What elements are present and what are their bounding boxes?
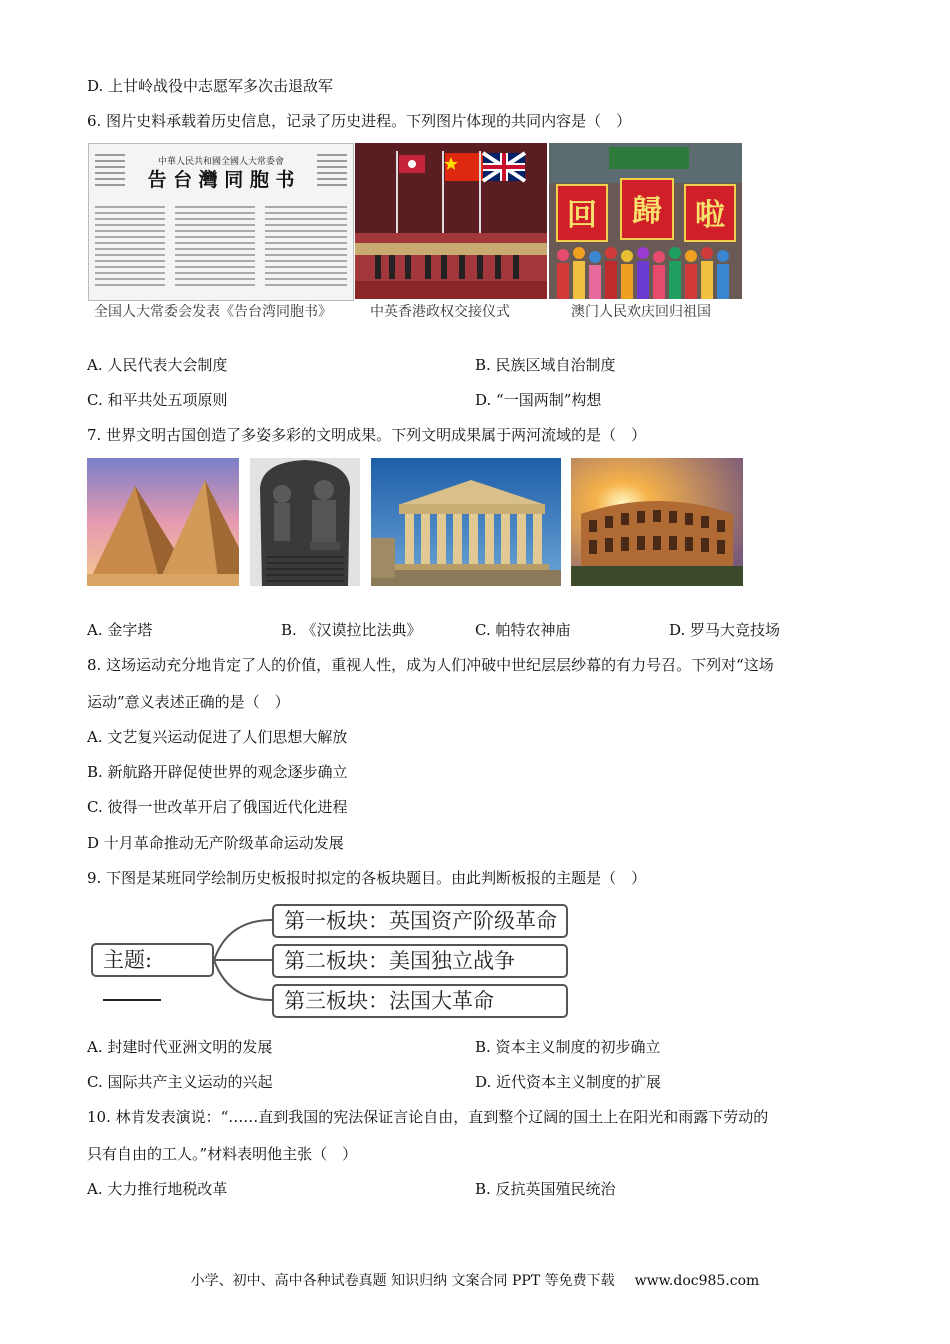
banner-character-2: 歸 [632, 194, 662, 229]
q8-option-a[interactable]: A. 文艺复兴运动促进了人们思想大解放 [87, 728, 348, 746]
page-footer [0, 1270, 950, 1290]
q6-caption-2: 中英香港政权交接仪式 [370, 304, 510, 320]
q6-caption-3: 澳门人民欢庆回归祖国 [571, 304, 711, 320]
q7-option-d[interactable]: D. 罗马大竞技场 [669, 621, 781, 639]
q10-stem-line-1: 10. 林肯发表演说：“……直到我国的宪法保证言论自由，直到整个辽阔的国土上在阳光和雨露下劳动的 [87, 1108, 769, 1126]
q8-stem-line-1: 8. 这场运动充分地肯定了人的价值，重视人性，成为人们冲破中世纪层层纱幕的有力号召。下列对“这场 [87, 656, 774, 674]
macau-celebration-image [549, 143, 742, 299]
footer-text: 小学、初中、高中各种试卷真题 知识归纳 文案合同 PPT 等免费下载 [190, 1273, 615, 1289]
q8-stem-line-2: 运动”意义表述正确的是（ ） [87, 693, 290, 711]
q7-option-a[interactable]: A. 金字塔 [87, 621, 153, 639]
q6-stem: 6. 图片史料承载着历史信息，记录了历史进程。下列图片体现的共同内容是（ ） [87, 112, 632, 130]
q6-option-a[interactable]: A. 人民代表大会制度 [87, 356, 228, 374]
q10-stem-line-2: 只有自由的工人。”材料表明他主张（ ） [87, 1145, 358, 1163]
q9-diagram [88, 900, 578, 1022]
q7-image-hammurabi-code [250, 458, 360, 586]
pyramids-image [87, 458, 239, 586]
q6-option-b[interactable]: B. 民族区域自治制度 [475, 356, 616, 374]
q5-option-d: D. 上甘岭战役中志愿军多次击退敌军 [87, 77, 334, 95]
newspaper-headline: 告 台 灣 同 胞 书 [147, 169, 295, 191]
board-3-box: 第三板块：法国大革命 [272, 984, 568, 1018]
q9-option-b[interactable]: B. 资本主义制度的初步确立 [475, 1038, 661, 1056]
theme-blank [103, 979, 161, 1001]
q7-option-c[interactable]: C. 帕特农神庙 [475, 621, 571, 639]
q6-caption-1: 全国人大常委会发表《告台湾同胞书》 [94, 304, 332, 320]
theme-label: 主题: [103, 948, 153, 972]
q7-image-colosseum [571, 458, 743, 586]
q9-option-c[interactable]: C. 国际共产主义运动的兴起 [87, 1073, 273, 1091]
q6-image-macau [549, 143, 742, 299]
hammurabi-stele-image [250, 458, 360, 586]
q9-option-a[interactable]: A. 封建时代亚洲文明的发展 [87, 1038, 273, 1056]
colosseum-image [571, 458, 743, 586]
footer-url-link[interactable]: www.doc985.com [634, 1273, 760, 1289]
q7-option-b[interactable]: B. 《汉谟拉比法典》 [281, 621, 422, 639]
theme-box [91, 943, 214, 977]
q8-option-b[interactable]: B. 新航路开辟促使世界的观念逐步确立 [87, 763, 348, 781]
q7-image-pyramids [87, 458, 239, 586]
q6-option-d[interactable]: D. “一国两制”构想 [475, 391, 602, 409]
banner-character-1: 回 [567, 198, 597, 233]
q8-option-d[interactable]: D 十月革命推动无产阶级革命运动发展 [87, 834, 344, 852]
parthenon-image [371, 458, 561, 586]
board-1-box: 第一板块：英国资产阶级革命 [272, 904, 568, 938]
board-2-box: 第二板块：美国独立战争 [272, 944, 568, 978]
q10-option-a[interactable]: A. 大力推行地税改革 [87, 1180, 228, 1198]
q7-stem: 7. 世界文明古国创造了多姿多彩的文明成果。下列文明成果属于两河流域的是（ ） [87, 426, 647, 444]
q6-image-handover [355, 143, 547, 299]
q6-image-newspaper [88, 143, 354, 301]
q9-option-d[interactable]: D. 近代资本主义制度的扩展 [475, 1073, 662, 1091]
banner-character-3: 啦 [695, 198, 725, 233]
q9-stem: 9. 下图是某班同学绘制历史板报时拟定的各板块题目。由此判断板报的主题是（ ） [87, 869, 647, 887]
q7-image-parthenon [371, 458, 561, 586]
q10-option-b[interactable]: B. 反抗英国殖民统治 [475, 1180, 616, 1198]
q8-option-c[interactable]: C. 彼得一世改革开启了俄国近代化进程 [87, 798, 348, 816]
newspaper-image [89, 144, 353, 300]
newspaper-header: 中華人民共和國全國人大常委會 [157, 157, 285, 167]
handover-ceremony-image [355, 143, 547, 299]
q6-option-c[interactable]: C. 和平共处五项原则 [87, 391, 228, 409]
